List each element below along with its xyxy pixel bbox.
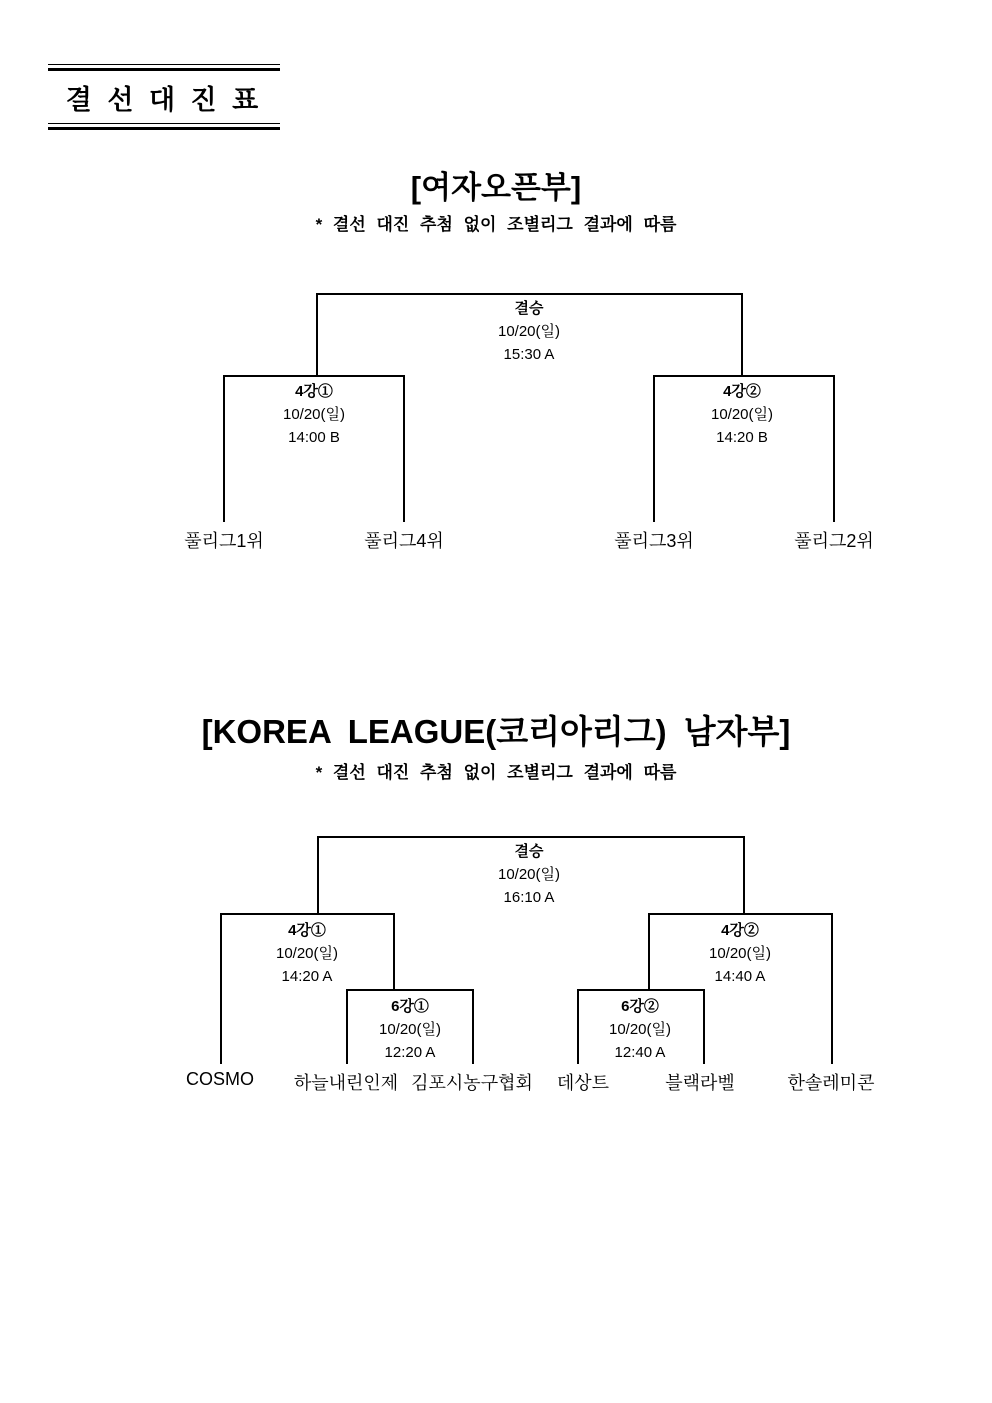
b2-quarter1-round: 6강① [391,998,429,1015]
b1-final-date: 10/20(일) [497,323,561,340]
b2-team-1: COSMO [185,1069,254,1089]
b1-semi1-time: 14:00 B [288,429,340,446]
b2-final-right-drop [743,836,745,915]
b1-final-top-line [316,293,743,295]
b2-final-date: 10/20(일) [497,866,561,883]
b2-quarter2-match [555,995,725,1064]
b1-semi2-time: 14:20 B [716,429,768,446]
b1-team3-drop [653,375,655,522]
b1-semi1-top-line [223,375,405,377]
b1-final-round: 결승 [514,300,544,317]
b2-team6-drop [831,913,833,1064]
b2-semi1-match [222,919,392,988]
b1-team-1: 풀리그1위 [184,531,264,551]
b1-semi2-top-line [653,375,835,377]
b1-final-time: 15:30 A [503,346,555,363]
b2-quarter1-match [325,995,495,1064]
title-rule-top-thin [48,64,280,65]
b2-semi1-top-line [220,913,395,915]
section1-header: [여자오픈부] [410,170,582,205]
b1-semi2-match [657,380,827,449]
title-rule-bottom-thin [48,123,280,124]
b2-semi2-round: 4강② [721,922,759,939]
b2-semi2-match [655,919,825,988]
b2-semi1-date: 10/20(일) [275,945,339,962]
b1-semi1-date: 10/20(일) [282,406,346,423]
b1-final-right-drop [741,293,743,377]
b2-quarter2-top-line [577,989,705,991]
page-title: 결 선 대 진 표 [65,85,263,115]
b2-quarter1-time: 12:20 A [384,1044,436,1061]
section2-header: [KOREA LEAGUE(코리아리그) 남자부] [201,713,791,750]
b2-quarter2-round: 6강② [621,998,659,1015]
b2-team-2: 하늘내린인제 [293,1073,399,1093]
b2-quarter2-drop [648,913,650,991]
b2-final-left-drop [317,836,319,915]
b2-semi1-round: 4강① [288,922,326,939]
b2-quarter2-time: 12:40 A [614,1044,666,1061]
b2-quarter1-drop [393,913,395,991]
b2-quarter1-date: 10/20(일) [378,1021,442,1038]
b1-team4-drop [833,375,835,522]
b2-semi2-top-line [648,913,833,915]
section2-note: * 결선 대진 추첨 없이 조별리그 결과에 따름 [315,763,677,782]
b1-final-left-drop [316,293,318,377]
b1-final-match [444,297,614,366]
b2-team-3: 김포시농구협회 [411,1073,533,1093]
b2-semi1-time: 14:20 A [281,968,333,985]
document-title-box [48,64,280,130]
b2-final-round: 결승 [514,843,544,860]
b2-team-5: 블랙라벨 [665,1073,735,1093]
b1-team-4: 풀리그2위 [794,531,874,551]
b1-team-2: 풀리그4위 [364,531,444,551]
b2-semi2-time: 14:40 A [714,968,766,985]
b1-semi1-round: 4강① [295,383,333,400]
section1-note: * 결선 대진 추첨 없이 조별리그 결과에 따름 [315,215,677,234]
b2-final-top-line [317,836,745,838]
b1-team2-drop [403,375,405,522]
b2-team-6: 한솔레미콘 [787,1073,875,1093]
b1-semi1-match [229,380,399,449]
b2-quarter2-date: 10/20(일) [608,1021,672,1038]
b2-final-match [444,840,614,909]
b1-team1-drop [223,375,225,522]
b2-quarter1-top-line [346,989,474,991]
b2-semi2-date: 10/20(일) [708,945,772,962]
b2-final-time: 16:10 A [503,889,555,906]
b1-team-3: 풀리그3위 [614,531,694,551]
b1-semi2-date: 10/20(일) [710,406,774,423]
b2-team-4: 데상트 [556,1073,610,1093]
b1-semi2-round: 4강② [723,383,761,400]
title-rule-bottom-thick [48,127,280,130]
